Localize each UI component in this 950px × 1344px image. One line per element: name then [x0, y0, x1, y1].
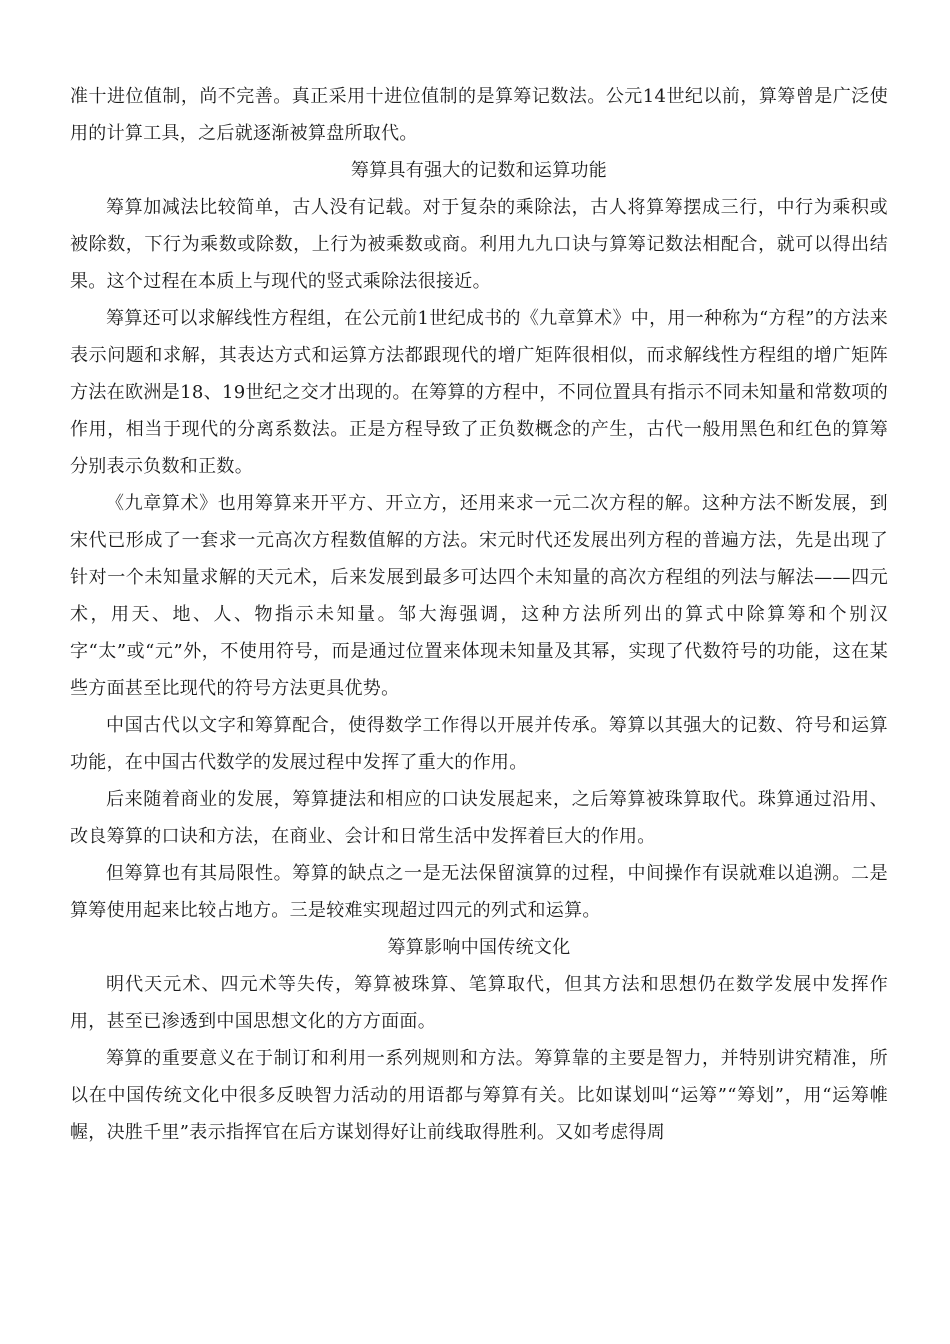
paragraph-linear-equations: 筹算还可以求解线性方程组，在公元前1世纪成书的《九章算术》中，用一种称为“方程”的方法来表示问题和求解，其表达方式和运算方法都跟现代的增广矩阵很相似，而求解线性方程组的增广矩阵方法在欧洲是18、19世纪之交才出现的。在筹算的方程中，不同位置具有指示不同未知量和常数项的作用，相当于现代的分离系数法。正是方程导致了正负数概念的产生，古代一般用黑色和红色的算筹分别表示负数和正数。	[70, 308, 888, 477]
paragraph-writing-and-rods: 中国古代以文字和筹算配合，使得数学工作得以开展并传承。筹算以其强大的记数、符号和运算功能，在中国古代数学的发展过程中发挥了重大的作用。	[70, 715, 888, 773]
document-page	[70, 78, 888, 1151]
paragraph-ming-dynasty: 明代天元术、四元术等失传，筹算被珠算、笔算取代，但其方法和思想仍在数学发展中发挥作用，甚至已渗透到中国思想文化的方方面面。	[70, 974, 888, 1032]
paragraph-limitations: 但筹算也有其局限性。筹算的缺点之一是无法保留演算的过程，中间操作有误就难以追溯。二是算筹使用起来比较占地方。三是较难实现超过四元的列式和运算。	[70, 863, 888, 921]
paragraph-continuation: 准十进位值制，尚不完善。真正采用十进位值制的是算筹记数法。公元14世纪以前，算筹曾是广泛使用的计算工具，之后就逐渐被算盘所取代。	[70, 86, 888, 144]
section-heading-cultural-influence: 筹算影响中国传统文化	[387, 937, 571, 958]
paragraph-higher-equations: 《九章算术》也用筹算来开平方、开立方，还用来求一元二次方程的解。这种方法不断发展，到宋代已形成了一套求一元高次方程数值解的方法。宋元时代还发展出列方程的普遍方法，先是出现了针对一个未知量求解的天元术，后来发展到最多可达四个未知量的高次方程组的列法与解法——四元术，用天、地、人、物指示未知量。邹大海强调，这种方法所列出的算式中除算筹和个别汉字“太”或“元”外，不使用符号，而是通过位置来体现未知量及其幂，实现了代数符号的功能，这在某些方面甚至比现代的符号方法更具优势。	[70, 493, 888, 699]
paragraph-significance: 筹算的重要意义在于制订和利用一系列规则和方法。筹算靠的主要是智力，并特别讲究精准，所以在中国传统文化中很多反映智力活动的用语都与筹算有关。比如谋划叫“运筹”“筹划”，用“运筹帷幄，决胜千里”表示指挥官在后方谋划得好让前线取得胜利。又如考虑得周	[70, 1048, 888, 1143]
paragraph-multiplication-division: 筹算加减法比较简单，古人没有记载。对于复杂的乘除法，古人将算筹摆成三行，中行为乘积或被除数，下行为乘数或除数，上行为被乘数或商。利用九九口诀与算筹记数法相配合，就可以得出结果。这个过程在本质上与现代的竖式乘除法很接近。	[70, 197, 888, 292]
paragraph-abacus-replacement: 后来随着商业的发展，筹算捷法和相应的口诀发展起来，之后筹算被珠算取代。珠算通过沿用、改良筹算的口诀和方法，在商业、会计和日常生活中发挥着巨大的作用。	[70, 789, 888, 847]
section-heading-counting-functions: 筹算具有强大的记数和运算功能	[350, 160, 608, 181]
